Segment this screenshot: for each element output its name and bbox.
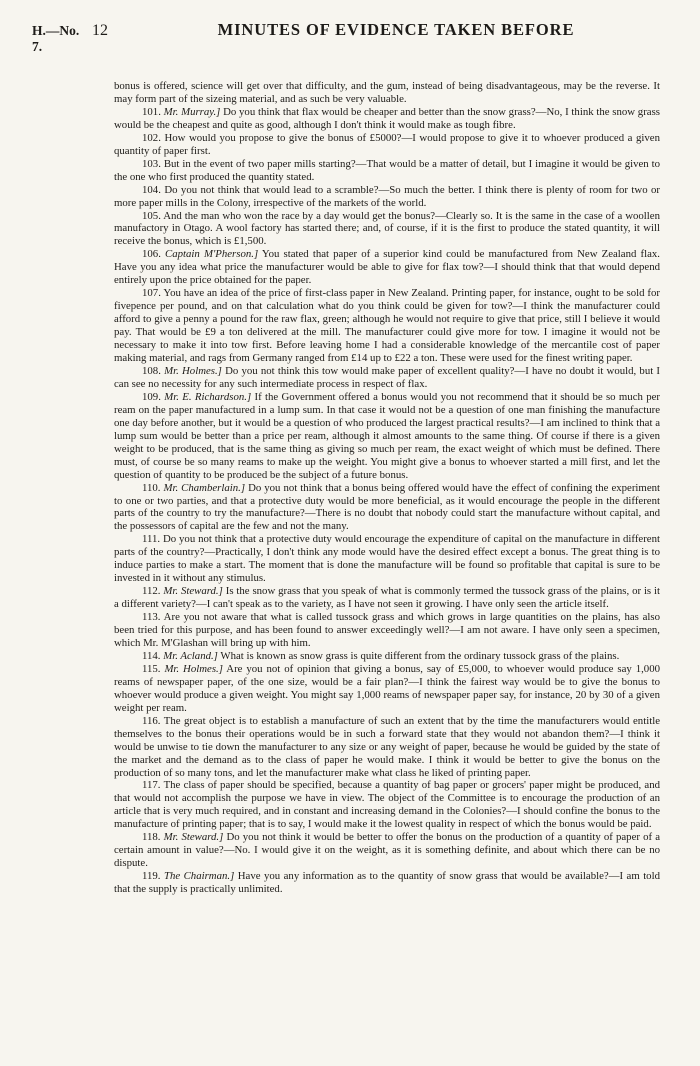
evidence-paragraph	[114, 870, 660, 896]
speaker-name: Mr. Chamberlain.]	[163, 481, 246, 494]
speaker-name: The Chairman.]	[163, 870, 235, 883]
paragraph-text: Are you not of opinion that giving a bonus, say of £5,000, to whoever would produce say 1,000 reams of newspaper paper, of the one size, would be a fair plan?—I think the fairest way would be to give the bonus to whoever would produce a given weight. You might say 1,000 reams of newspaper paper say, for instance, 20 by 30 of a given weight per ream.	[114, 662, 660, 714]
speaker-name: Captain M'Pherson.]	[165, 248, 259, 261]
question-number: 116.	[142, 714, 161, 727]
paragraph-text: bonus is offered, science will get over that difficulty, and the gum, instead of being disadvantageous, may be the reverse. It may form part of the sizeing material, and as such be very valuable.	[114, 80, 660, 105]
evidence-paragraph	[114, 365, 660, 391]
speaker-name: Mr. Holmes.]	[164, 364, 222, 377]
paragraph-text: What is known as snow grass is quite different from the ordinary tussock grass of the plains.	[220, 649, 620, 662]
question-number: 109.	[142, 390, 161, 403]
evidence-paragraph	[114, 184, 660, 210]
evidence-paragraph	[114, 715, 660, 780]
speaker-name: Mr. Murray.]	[163, 105, 221, 118]
paragraph-text: Do you think that flax would be cheaper and better than the snow grass?—No, I think the snow grass would be the cheapest and quite as good, although I don't think it would make as tough fibre.	[114, 105, 660, 131]
question-number: 118.	[142, 831, 161, 844]
evidence-paragraph	[114, 287, 660, 365]
question-number: 104.	[142, 183, 161, 196]
question-number: 115.	[142, 662, 161, 675]
paragraph-text: How would you propose to give the bonus of £5000?—I would propose to give it to whoever produced a given quantity of paper first.	[114, 131, 660, 157]
paragraph-text: If the Government offered a bonus would you not recommend that it should be so much per ream on the paper manufactured in a lump sum. In that case it would not be a question of one man finishing the manufacture one day before another, but it would be a question of who produced the largest practical results?—I am inclined to think that a lump sum would be better than a price per ream, although it almost amounts to the same thing. Of course if there is a given weight to be produced, that is the same thing as giving so much per ream, the exact weight of which must be defined. There must, of course be so many reams to make up the weight. You might give a bonus to whoever started a mill first, and let the question of quantity to be produced be the subject of a future bonus.	[114, 390, 660, 481]
question-number: 103.	[142, 157, 161, 170]
question-number: 108.	[142, 364, 161, 377]
question-number: 117.	[142, 779, 161, 792]
paragraph-text: You have an idea of the price of first-class paper in New Zealand. Printing paper, for instance, ought to be sold for fivepence per pound, and on that calculation what do you think could be given for tow?—I think the manufacturer could afford to give a penny a pound for the raw flax, green; although he would not require to give that price, still I believe it would pay. That would be £9 a ton delivered at the mill. The manufacturer could give more for tow. I imagine it would not be necessary to make it into tow first. Before leaving home I had a considerable knowledge of the mercantile cost of paper making material, and rags from Germany ranged from £14 up to £22 a ton. These were used for the finest writing paper.	[114, 287, 660, 365]
question-number: 102.	[142, 131, 161, 144]
paragraph-text: Do you not think that a protective duty would encourage the expenditure of capital on the manufacture in different parts of the country?—Practically, I don't think any mode would have the desired effect except a bonus. The great thing is to induce parties to make a start. The moment that is done the manufacture will be found so profitable that capital is sure to be invested in it without any stimulus.	[114, 533, 660, 585]
paragraph-text: But in the event of two paper mills starting?—That would be a matter of detail, but I imagine it would be given to the one who first produced the quantity stated.	[114, 157, 660, 183]
evidence-paragraph	[114, 106, 660, 132]
paragraph-text: Do you not think it would be better to offer the bonus on the production of a quantity of paper of a certain amount in value?—No. I would give it on the weight, as it is something definite, and about which there can be no dispute.	[114, 831, 660, 870]
question-number: 110.	[142, 481, 161, 494]
evidence-paragraph	[114, 663, 660, 715]
speaker-name: Mr. Acland.]	[163, 649, 218, 662]
paragraph-text: Have you any information as to the quantity of snow grass that would be available?—I am told that the supply is practically unlimited.	[114, 870, 660, 896]
paragraph-text: You stated that paper of a superior kind could be manufactured from New Zealand flax. Have you any idea what price the manufacturer would be able to give for flax tow?—I should think that that would depend entirely upon the price obtained for the paper.	[114, 248, 660, 287]
evidence-paragraph	[114, 482, 660, 534]
question-number: 114.	[142, 649, 161, 662]
paragraph-text: And the man who won the race by a day would get the bonus?—Clearly so. It is the same in the case of a woollen manufactory in Otago. A wool factory has started there; and, of course, if it is the first to produce the stated quantity, it will receive the bonus, which is £1,500.	[114, 209, 660, 248]
evidence-paragraph	[114, 391, 660, 482]
speaker-name: Mr. Holmes.]	[164, 662, 223, 675]
evidence-paragraph	[114, 611, 660, 650]
question-number: 101.	[142, 105, 161, 118]
paragraph-text: Are you not aware that what is called tussock grass and which grows in large quantities on the plains, has also been tried for this purpose, and has been found to answer exceedingly well?—I am not aware. I have only seen a specimen, which Mr. M'Glashan will bring up with him.	[114, 611, 660, 649]
paragraph-text: Do you not think this tow would make paper of excellent quality?—I have no doubt it would, but I can see no necessity for any such intermediate process in respect of flax.	[114, 364, 661, 390]
question-number: 107.	[142, 287, 161, 300]
evidence-paragraph	[114, 158, 660, 184]
speaker-name: Mr. Steward.]	[163, 585, 223, 598]
question-number: 106.	[142, 248, 161, 261]
question-number: 119.	[142, 870, 161, 883]
paragraph-text: Do you not think that a bonus being offered would have the effect of confining the experiment to one or two parties, and that a protective duty would be more beneficial, as it would encourage the people in the different parts of the country to try the manufacture?—There is no doubt that nobody could start the manufacture without capital, and the possessors of capital are the few and not the many.	[114, 481, 661, 533]
evidence-paragraph	[114, 650, 660, 663]
page-header	[32, 20, 660, 54]
page-number: 12	[92, 22, 108, 39]
evidence-paragraph	[114, 533, 660, 585]
question-number: 113.	[142, 611, 161, 624]
question-number: 111.	[142, 533, 161, 546]
evidence-paragraph	[114, 831, 660, 870]
evidence-paragraph	[114, 248, 660, 287]
evidence-paragraph	[114, 132, 660, 158]
evidence-paragraph	[114, 585, 660, 611]
speaker-name: Mr. Steward.]	[163, 831, 224, 844]
document-reference: H.—No. 7.	[32, 23, 80, 54]
running-title: MINUTES OF EVIDENCE TAKEN BEFORE	[217, 20, 575, 39]
evidence-paragraph	[114, 779, 660, 831]
speaker-name: Mr. E. Richardson.]	[164, 390, 252, 403]
paragraph-text: The class of paper should be specified, because a quantity of bag paper or grocers' paper might be produced, and that would not accomplish the purpose we have in view. The object of the Committee is to encourage the production of an article that is very much required, and in constant and increasing demand in the Colonies?—I should confine the bonus to the manufacture of printing paper; that is to say, I would make it the lowest quality in respect of which the bonus would be paid.	[114, 779, 661, 831]
evidence-body	[114, 80, 660, 896]
question-number: 105.	[142, 209, 161, 222]
evidence-paragraph	[114, 80, 660, 106]
paragraph-text: Do you not think that would lead to a scramble?—So much the better. I think there is plenty of room for two or more paper mills in the Colony, irrespective of the markets of the world.	[114, 183, 661, 209]
paragraph-text: Is the snow grass that you speak of what is commonly termed the tussock grass of the plains, or is it a different variety?—I can't speak as to the variety, as I have not seen it growing. I have only seen the article itself.	[114, 585, 661, 611]
question-number: 112.	[142, 585, 161, 598]
evidence-paragraph	[114, 210, 660, 249]
paragraph-text: The great object is to establish a manufacture of such an extent that by the time the manufacturers would entitle themselves to the bonus their operations would be in such a forward state that they would not abandon them?—I think it would be unwise to tie down the manufacturer to any size or any weight of paper, because he would be guided by the state of the market and the demand as to the class of paper he would make. I think it would be better to give the bonus on the production of so many tons, and let the manufacturer make what class he liked of printing paper.	[114, 714, 660, 779]
